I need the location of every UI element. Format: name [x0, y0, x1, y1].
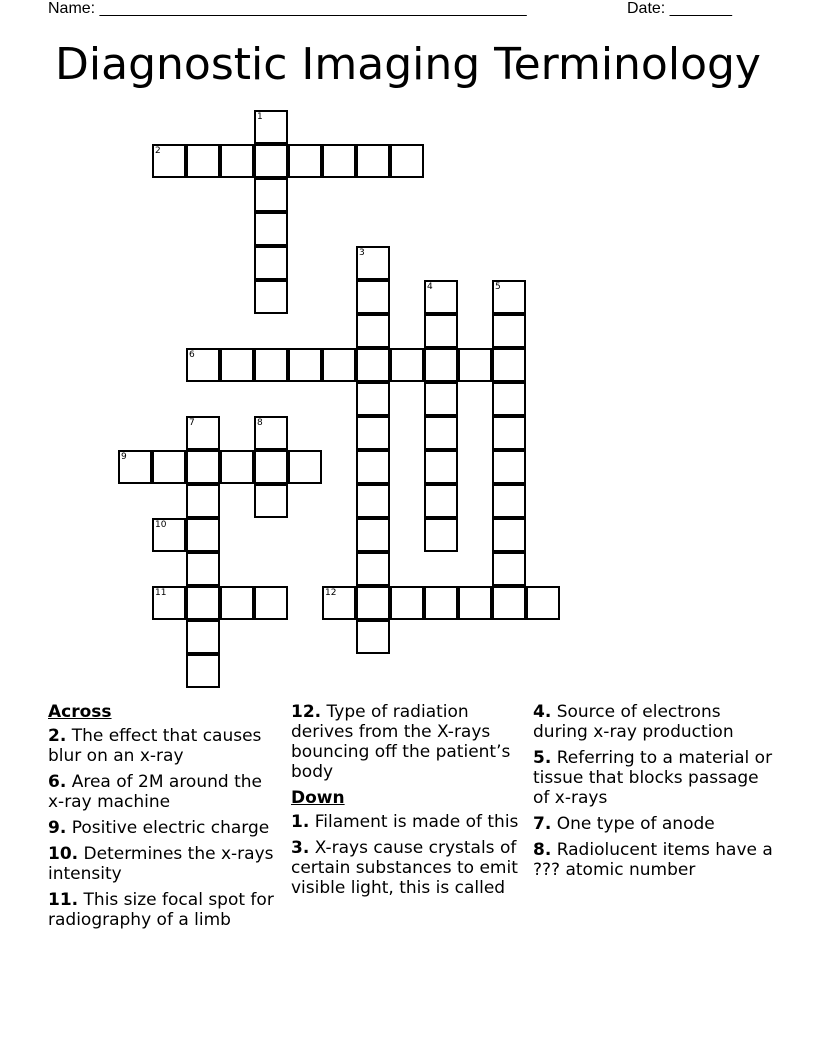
crossword-cell[interactable] [356, 518, 390, 552]
down-clue-3 [291, 838, 526, 898]
clue-number: 6. [48, 772, 67, 792]
crossword-cell[interactable] [356, 280, 390, 314]
crossword-cell[interactable] [390, 586, 424, 620]
crossword-cell[interactable] [424, 518, 458, 552]
crossword-cell[interactable] [322, 586, 356, 620]
cell-number: 9 [121, 452, 127, 462]
crossword-cell[interactable] [186, 416, 220, 450]
crossword-cell[interactable] [356, 416, 390, 450]
clue-text: Positive electric charge [66, 818, 270, 838]
clues-column-3 [533, 702, 773, 886]
cell-number: 6 [189, 350, 195, 360]
crossword-cell[interactable] [186, 586, 220, 620]
date-line: Date: _______ [627, 0, 732, 17]
crossword-cell[interactable] [186, 552, 220, 586]
clue-text: Filament is made of this [309, 812, 519, 832]
crossword-cell[interactable] [492, 280, 526, 314]
crossword-cell[interactable] [356, 246, 390, 280]
crossword-cell[interactable] [356, 484, 390, 518]
crossword-cell[interactable] [458, 586, 492, 620]
clue-number: 2. [48, 726, 67, 746]
clue-number: 10. [48, 844, 79, 864]
crossword-cell[interactable] [356, 382, 390, 416]
crossword-cell[interactable] [186, 450, 220, 484]
page-title: Diagnostic Imaging Terminology [55, 39, 761, 90]
crossword-cell[interactable] [254, 280, 288, 314]
crossword-cell[interactable] [492, 586, 526, 620]
clue-text: Area of 2M around the x-ray machine [48, 772, 262, 812]
crossword-cell[interactable] [288, 348, 322, 382]
down-clue-7 [533, 814, 773, 834]
cell-number: 3 [359, 248, 365, 258]
crossword-cell[interactable] [356, 144, 390, 178]
across-clue-11 [48, 890, 283, 930]
clue-text: This size focal spot for radiography of a limb [48, 890, 274, 930]
clue-number: 12. [291, 702, 322, 722]
crossword-cell[interactable] [322, 144, 356, 178]
clue-number: 11. [48, 890, 79, 910]
crossword-cell[interactable] [186, 620, 220, 654]
crossword-cell[interactable] [424, 382, 458, 416]
crossword-cell[interactable] [356, 348, 390, 382]
crossword-cell[interactable] [492, 518, 526, 552]
crossword-cell[interactable] [220, 586, 254, 620]
cell-number: 10 [155, 520, 167, 530]
crossword-cell[interactable] [186, 518, 220, 552]
crossword-cell[interactable] [288, 144, 322, 178]
down-clue-1 [291, 812, 526, 832]
crossword-cell[interactable] [152, 586, 186, 620]
crossword-cell[interactable] [458, 348, 492, 382]
clue-number: 1. [291, 812, 310, 832]
crossword-cell[interactable] [390, 144, 424, 178]
crossword-cell[interactable] [526, 586, 560, 620]
down-heading: Down [291, 788, 345, 808]
crossword-cell[interactable] [186, 144, 220, 178]
crossword-cell[interactable] [254, 212, 288, 246]
crossword-cell[interactable] [424, 586, 458, 620]
crossword-cell[interactable] [424, 348, 458, 382]
crossword-cell[interactable] [220, 450, 254, 484]
cell-number: 4 [427, 282, 433, 292]
clue-text: Type of radiation derives from the X-rays bouncing off the patient’s body [291, 702, 511, 782]
clue-number: 7. [533, 814, 552, 834]
crossword-cell[interactable] [254, 110, 288, 144]
down-clue-4 [533, 702, 773, 742]
across-clue-9 [48, 818, 283, 838]
crossword-cell[interactable] [186, 654, 220, 688]
crossword-cell[interactable] [254, 178, 288, 212]
clue-text: Radiolucent items have a ??? atomic number [533, 840, 773, 880]
crossword-cell[interactable] [254, 416, 288, 450]
crossword-cell[interactable] [118, 450, 152, 484]
crossword-cell[interactable] [254, 348, 288, 382]
crossword-cell[interactable] [186, 348, 220, 382]
crossword-cell[interactable] [492, 450, 526, 484]
crossword-cell[interactable] [356, 314, 390, 348]
clue-text: Referring to a material or tissue that blocks passage of x-rays [533, 748, 773, 808]
clue-text: Determines the x-rays intensity [48, 844, 274, 884]
clue-number: 5. [533, 748, 552, 768]
crossword-cell[interactable] [254, 144, 288, 178]
cell-number: 12 [325, 588, 337, 598]
crossword-cell[interactable] [152, 518, 186, 552]
crossword-cell[interactable] [254, 246, 288, 280]
crossword-cell[interactable] [492, 348, 526, 382]
cell-number: 2 [155, 146, 161, 156]
cell-number: 7 [189, 418, 195, 428]
across-clue-10 [48, 844, 283, 884]
crossword-cell[interactable] [186, 484, 220, 518]
clue-number: 3. [291, 838, 310, 858]
crossword-cell[interactable] [254, 450, 288, 484]
down-clue-8 [533, 840, 773, 880]
across-heading: Across [48, 702, 112, 722]
clue-text: Source of electrons during x-ray production [533, 702, 734, 742]
down-clue-5 [533, 748, 773, 808]
crossword-cell[interactable] [424, 450, 458, 484]
across-clue-12 [291, 702, 526, 782]
across-clue-2 [48, 726, 283, 766]
crossword-cell[interactable] [424, 484, 458, 518]
crossword-cell[interactable] [152, 144, 186, 178]
crossword-cell[interactable] [424, 280, 458, 314]
clue-text: One type of anode [551, 814, 715, 834]
clue-number: 9. [48, 818, 67, 838]
cell-number: 5 [495, 282, 501, 292]
crossword-cell[interactable] [254, 484, 288, 518]
across-clue-6 [48, 772, 283, 812]
cell-number: 8 [257, 418, 263, 428]
crossword-cell[interactable] [390, 348, 424, 382]
crossword-cell[interactable] [356, 552, 390, 586]
crossword-cell[interactable] [288, 450, 322, 484]
cell-number: 1 [257, 112, 263, 122]
clues-column-1 [48, 702, 283, 936]
crossword-cell[interactable] [322, 348, 356, 382]
cell-number: 11 [155, 588, 167, 598]
crossword-cell[interactable] [356, 586, 390, 620]
crossword-cell[interactable] [356, 620, 390, 654]
clue-text: X-rays cause crystals of certain substances to emit visible light, this is called [291, 838, 518, 898]
crossword-cell[interactable] [424, 416, 458, 450]
crossword-cell[interactable] [492, 382, 526, 416]
crossword-cell[interactable] [492, 416, 526, 450]
clue-number: 4. [533, 702, 552, 722]
crossword-cell[interactable] [220, 144, 254, 178]
crossword-cell[interactable] [356, 450, 390, 484]
clue-number: 8. [533, 840, 552, 860]
crossword-cell[interactable] [492, 552, 526, 586]
crossword-cell[interactable] [152, 450, 186, 484]
crossword-cell[interactable] [492, 314, 526, 348]
name-line: Name: ________________________________________________ [48, 0, 527, 17]
crossword-cell[interactable] [254, 586, 288, 620]
crossword-cell[interactable] [220, 348, 254, 382]
clues-column-2 [291, 702, 526, 904]
clue-text: The effect that causes blur on an x-ray [48, 726, 262, 766]
crossword-cell[interactable] [492, 484, 526, 518]
crossword-cell[interactable] [424, 314, 458, 348]
